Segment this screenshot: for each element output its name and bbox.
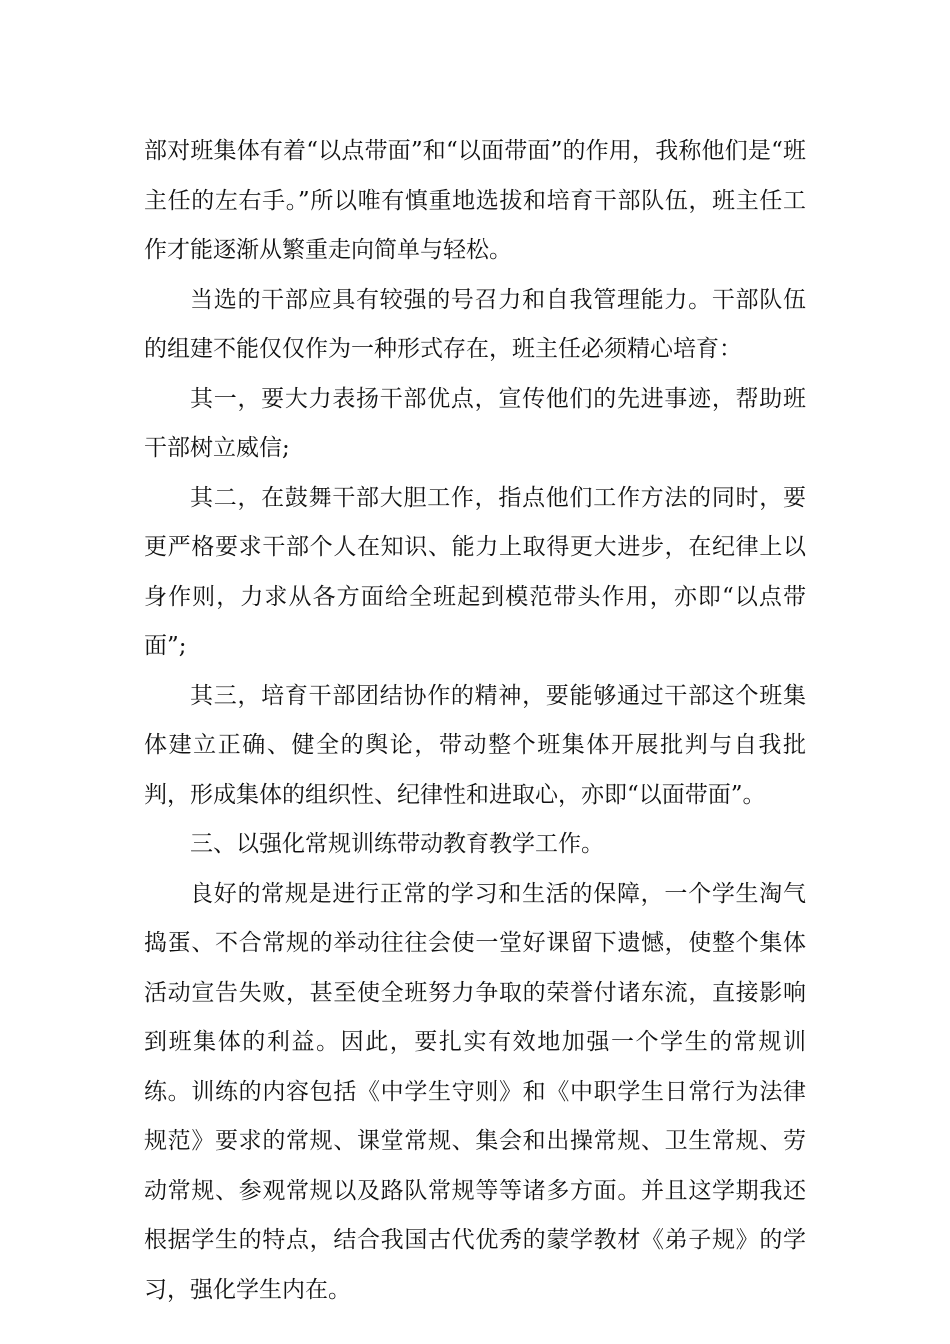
paragraph-routine-training: 良好的常规是进行正常的学习和生活的保障，一个学生淘气捣蛋、不合常规的举动往往会使一堂好课留下遗憾，使整个集体活动宣告失败，甚至使全班努力争取的荣誉付诸东流，直接影响到班集体的利益。因此，要扎实有效地加强一个学生的常规训练。训练的内容包括《中学生守则》和《中职学生日常行为法律规范》要求的常规、课堂常规、集会和出操常规、卫生常规、劳动常规、参观常规以及路队常规等等诸多方面。并且这学期我还根据学生的特点，结合我国古代优秀的蒙学教材《弟子规》的学习，强化学生内在。 (144, 880, 806, 1303)
paragraph-point-three: 其三，培育干部团结协作的精神，要能够通过干部这个班集体建立正确、健全的舆论，带动整个班集体开展批判与自我批判，形成集体的组织性、纪律性和进取心，亦即“以面带面”。 (144, 682, 806, 808)
section-heading-three: 三、以强化常规训练带动教育教学工作。 (190, 831, 604, 857)
paragraph-cadre-requirements: 当选的干部应具有较强的号召力和自我管理能力。干部队伍的组建不能仅仅作为一种形式存在，班主任必须精心培育： (144, 286, 806, 362)
paragraph-point-one: 其一，要大力表扬干部优点，宣传他们的先进事迹，帮助班干部树立威信; (144, 385, 806, 461)
paragraph-continuation: 部对班集体有着“以点带面”和“以面带面”的作用，我称他们是“班主任的左右手。”所以唯有慎重地选拔和培育干部队伍，班主任工作才能逐渐从繁重走向简单与轻松。 (144, 138, 806, 263)
paragraph-point-two: 其二，在鼓舞干部大胆工作，指点他们工作方法的同时，要更严格要求干部个人在知识、能力上取得更大进步，在纪律上以身作则，力求从各方面给全班起到模范带头作用，亦即“以点带面”; (144, 484, 806, 659)
document-body (144, 127, 806, 1315)
